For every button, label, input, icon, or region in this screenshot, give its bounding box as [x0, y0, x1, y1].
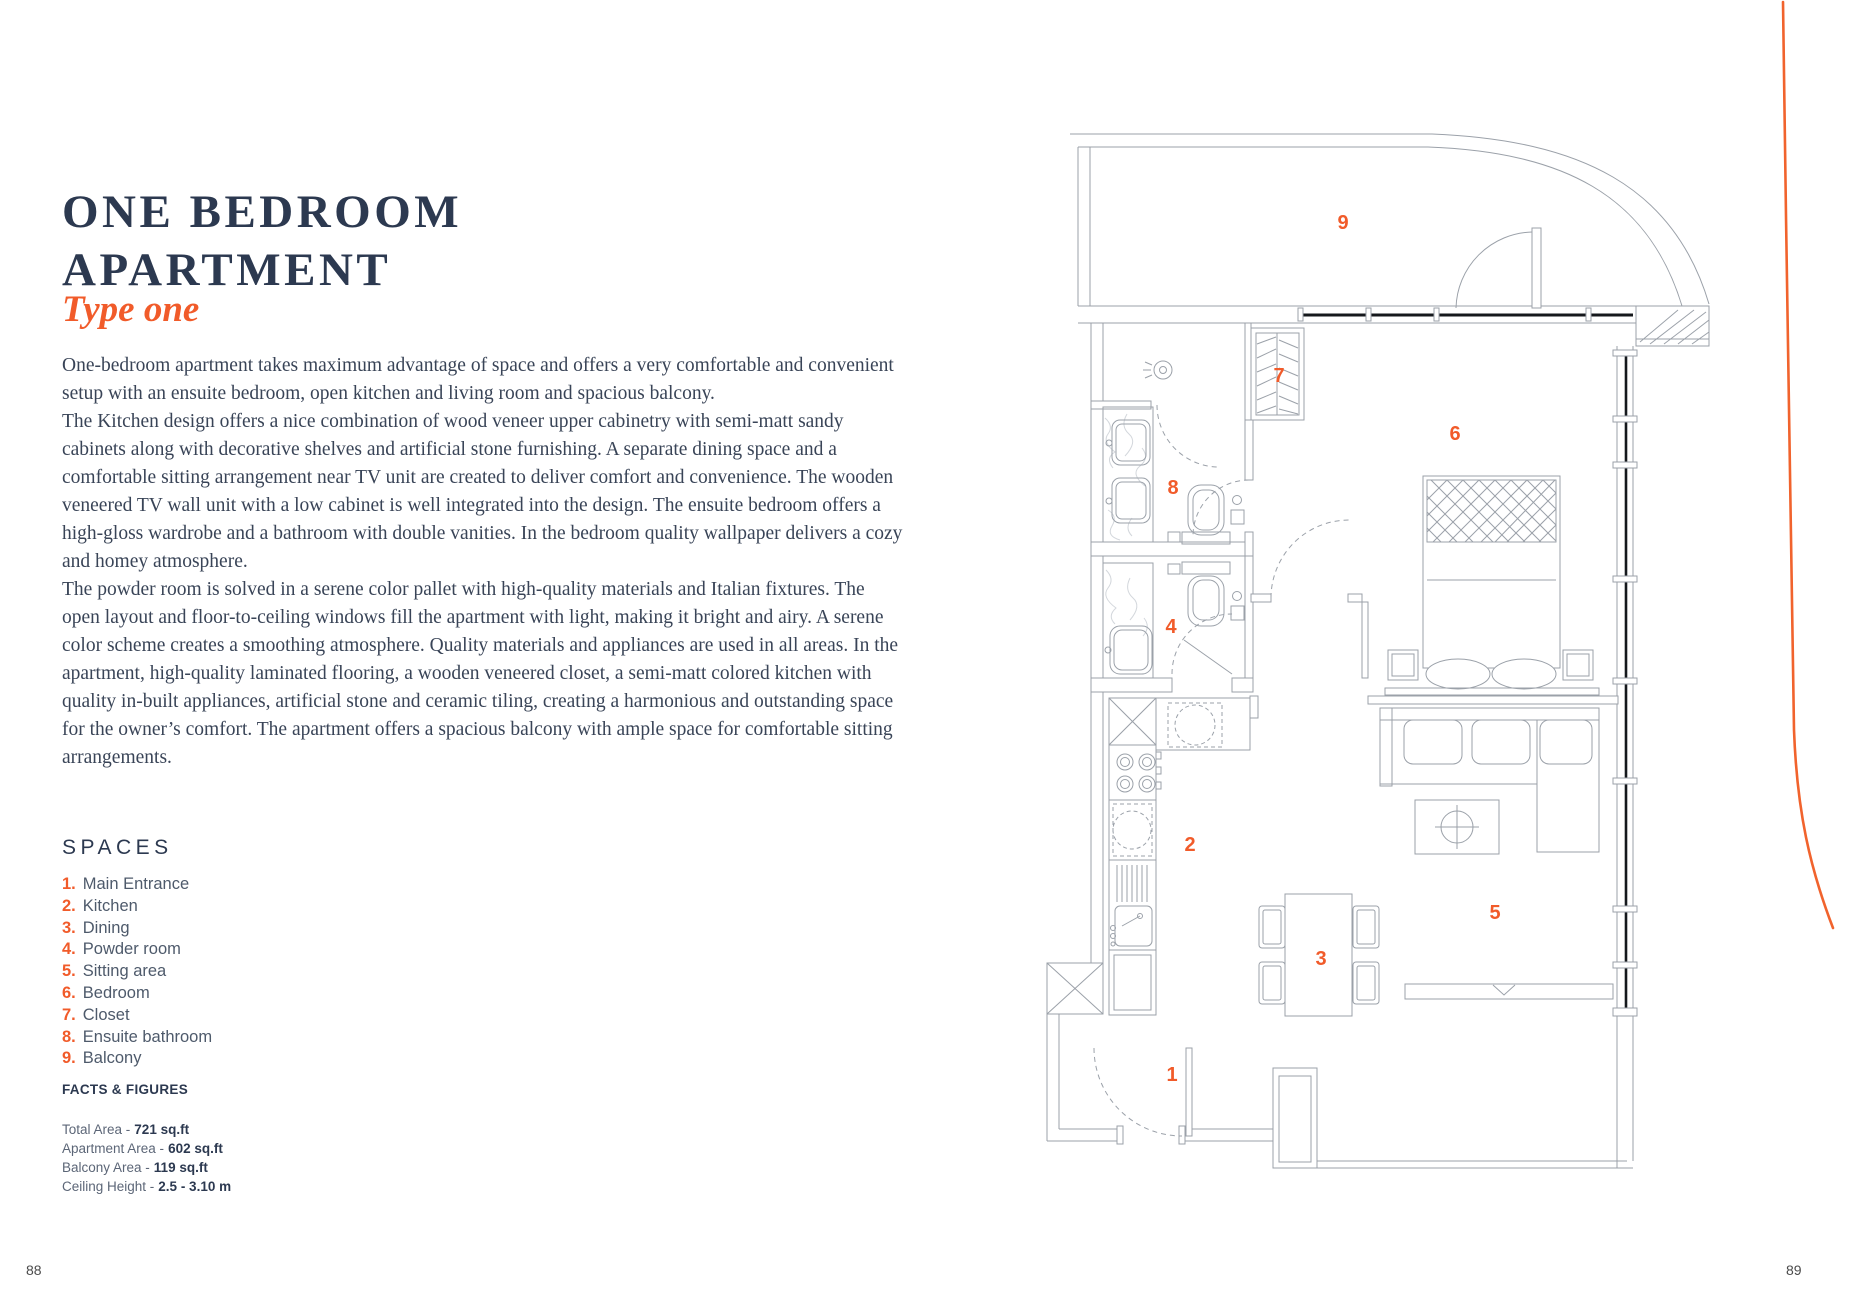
- apartment-type-subtitle: Type one: [62, 289, 200, 330]
- space-label: Sitting area: [82, 962, 167, 981]
- title-line-2: APARTMENT: [62, 244, 392, 297]
- space-label: Closet: [82, 1005, 130, 1024]
- space-number: 6.: [62, 983, 76, 1002]
- toilet-bathroom: [1168, 485, 1244, 544]
- description-paragraph-3: The powder room is solved in a serene color pallet with high-quality materials and Italian fixtures. The open layout and floor-to-ceiling windows fill the apartment with light, making it bright and airy. A serene color scheme creates a smoothing atmosphere. Quality materials and appliances are used in all areas. In the apartment, high-quality laminated flooring, a wooden veneered closet, a semi-matt colored kitchen with quality in-built appliances, artificial stone and ceramic tiling, creating a harmonious and outstanding space for the owner’s comfort. The apartment offers a spacious balcony with ample space for comfortable sitting arrangements.: [62, 579, 899, 768]
- floor-plan: [1032, 118, 1722, 1188]
- shower-head-icon: [1143, 361, 1172, 379]
- fact-value: 2.5 - 3.10 m: [158, 1179, 232, 1194]
- room-number-label: 3: [1315, 948, 1327, 970]
- shower-door-arc: [1157, 405, 1219, 467]
- space-label: Balcony: [82, 1049, 142, 1068]
- facts-figures-heading: FACTS & FIGURES: [62, 1082, 189, 1097]
- balcony-outer-wall: [1070, 134, 1709, 304]
- description-paragraph-1: One-bedroom apartment takes maximum advantage of space and offers a very comfortable and convenient setup with an ensuite bedroom, open kitchen and living room and spacious balcony.: [62, 355, 894, 404]
- room-number-label: 4: [1165, 616, 1177, 638]
- title-line-1: ONE BEDROOM: [62, 186, 463, 239]
- fact-row: [62, 1177, 231, 1196]
- entrance-door-arc: [1094, 1048, 1182, 1136]
- spaces-list: [62, 874, 212, 1070]
- room-number-label: 5: [1489, 902, 1501, 924]
- spaces-heading: SPACES: [62, 836, 173, 859]
- fact-row: [62, 1139, 231, 1158]
- toilet-powder: [1168, 562, 1244, 626]
- space-number: 1.: [62, 875, 76, 893]
- list-item: [62, 939, 212, 961]
- ac-ledge: [1636, 306, 1709, 346]
- bathroom-door-arc: [1193, 480, 1249, 536]
- list-item: [62, 918, 212, 940]
- space-label: Kitchen: [82, 896, 138, 915]
- space-number: 3.: [62, 918, 76, 937]
- list-item: [62, 1048, 212, 1070]
- fact-label: Ceiling Height -: [62, 1179, 155, 1194]
- room-number-label: 8: [1167, 477, 1179, 499]
- room-number-label: 2: [1184, 834, 1196, 856]
- marble-texture: [1105, 414, 1147, 636]
- fact-label: Total Area -: [62, 1122, 131, 1137]
- page-title: [62, 183, 462, 299]
- fact-row: [62, 1158, 231, 1177]
- fact-value: 721 sq.ft: [134, 1122, 190, 1137]
- page-number-right: 89: [1786, 1262, 1802, 1278]
- room-number-label: 1: [1166, 1064, 1178, 1086]
- description-text: [62, 352, 904, 772]
- fact-value: 602 sq.ft: [168, 1141, 223, 1156]
- fact-label: Apartment Area -: [62, 1141, 165, 1156]
- list-item: [62, 961, 212, 983]
- facts-figures: [62, 1120, 231, 1196]
- balcony-door-arc: [1456, 232, 1532, 308]
- space-number: 2.: [62, 896, 76, 915]
- space-number: 4.: [62, 940, 76, 959]
- list-item: [62, 1005, 212, 1027]
- balcony-door-leaf: [1532, 228, 1541, 308]
- nightstand-left: [1388, 650, 1418, 680]
- fact-value: 119 sq.ft: [153, 1160, 208, 1175]
- coffee-table: [1415, 800, 1499, 854]
- list-item: [62, 874, 212, 896]
- powder-door-arc: [1172, 614, 1232, 674]
- nightstand-right: [1563, 650, 1593, 680]
- entrance-door-leaf: [1186, 1048, 1192, 1136]
- list-item: [62, 983, 212, 1005]
- description-paragraph-2: The Kitchen design offers a nice combination of wood veneer upper cabinetry with semi-matt sandy cabinets along with decorative shelves and artificial stone furnishing. A separate dining space and a comfortable sitting arrangement near TV unit are created to deliver comfort and convenience. The wooden veneered TV wall unit with a low cabinet is well integrated into the design. The ensuite bedroom offers a high-gloss wardrobe and a bathroom with double vanities. In the bedroom quality wallpaper delivers a cozy and homey atmosphere.: [62, 411, 903, 572]
- space-label: Dining: [82, 918, 130, 937]
- space-number: 5.: [62, 962, 76, 981]
- bedroom-door-arc: [1271, 520, 1349, 598]
- page-number-left: 88: [26, 1262, 42, 1278]
- bedroom-living-wall: [1368, 696, 1618, 704]
- fact-label: Balcony Area -: [62, 1160, 150, 1175]
- entry-shaft: [1047, 963, 1103, 1014]
- space-label: Main Entrance: [82, 875, 190, 893]
- sofa: [1380, 708, 1599, 852]
- list-item: [62, 1027, 212, 1049]
- space-number: 7.: [62, 1005, 76, 1024]
- service-shaft: [1273, 1068, 1317, 1168]
- space-label: Bedroom: [82, 983, 150, 1002]
- space-label: Ensuite bathroom: [82, 1027, 213, 1046]
- space-number: 9.: [62, 1049, 76, 1068]
- space-label: Powder room: [82, 940, 181, 959]
- tv-unit: [1405, 984, 1613, 999]
- room-number-label: 9: [1337, 212, 1349, 234]
- fact-row: [62, 1120, 231, 1139]
- list-item: [62, 896, 212, 918]
- room-number-label: 6: [1449, 423, 1461, 445]
- space-number: 8.: [62, 1027, 76, 1046]
- room-number-label: 7: [1273, 365, 1285, 387]
- balcony-inner-wall: [1078, 147, 1682, 306]
